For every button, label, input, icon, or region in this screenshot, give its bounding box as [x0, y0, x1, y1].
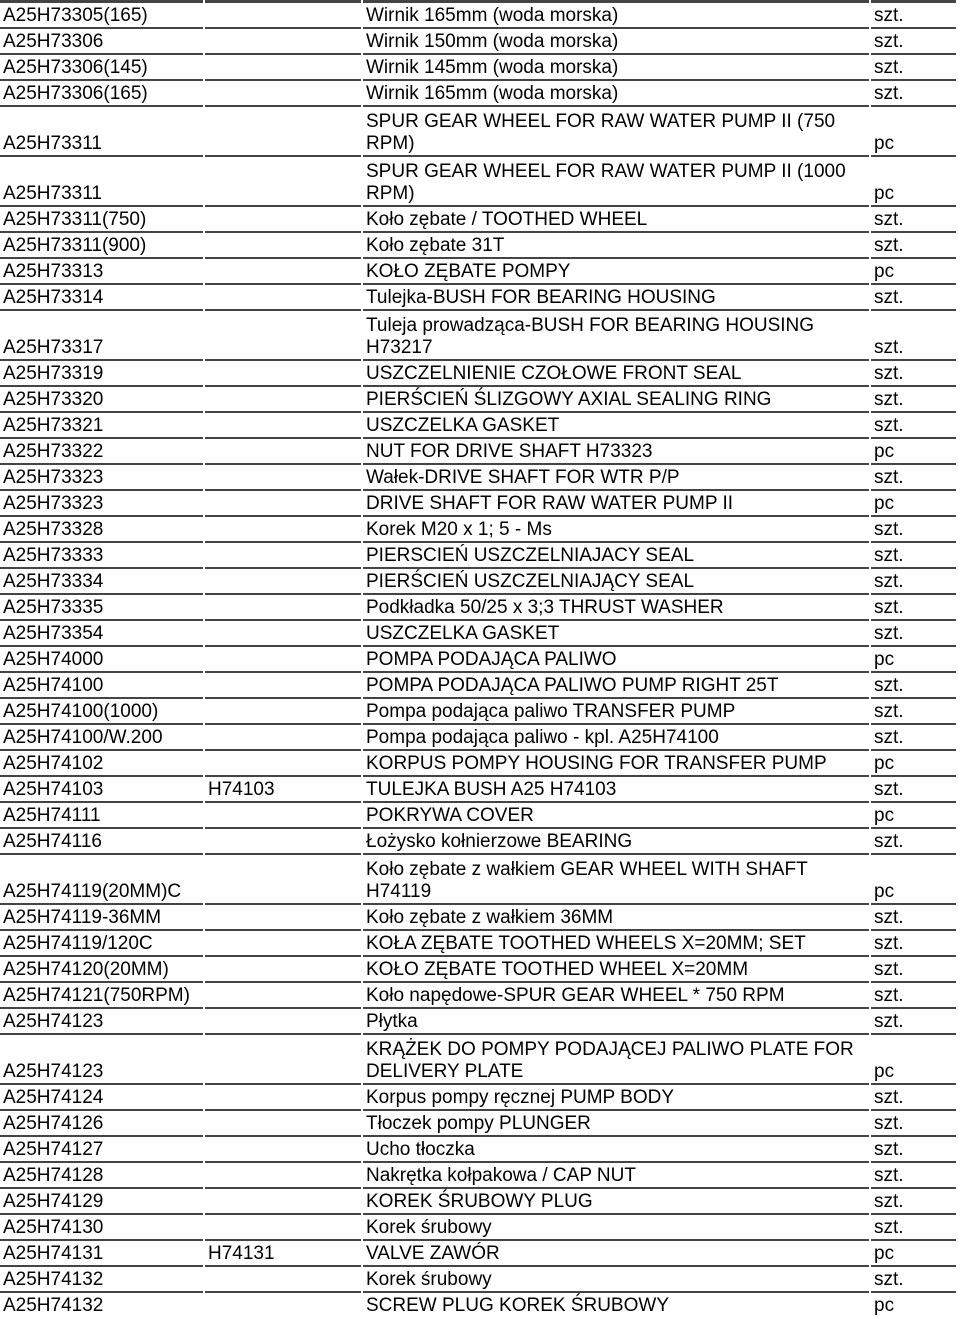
unit-cell: szt. — [871, 905, 956, 929]
table-row — [0, 1163, 956, 1187]
part-code-cell: A25H73314 — [0, 285, 203, 309]
part-code-cell: A25H74131 — [0, 1241, 203, 1265]
description-cell: Korek M20 x 1; 5 - Ms — [363, 517, 869, 541]
description-cell: Korpus pompy ręcznej PUMP BODY — [363, 1085, 869, 1109]
unit-cell: szt. — [871, 207, 956, 231]
table-row — [0, 1035, 956, 1083]
unit-cell: pc — [871, 439, 956, 463]
unit-cell: szt. — [871, 361, 956, 385]
reference-cell — [205, 233, 361, 257]
part-code-cell: A25H74123 — [0, 1035, 203, 1083]
part-code-cell: A25H73306(145) — [0, 55, 203, 79]
reference-cell — [205, 29, 361, 53]
part-code-cell: A25H74100/W.200 — [0, 725, 203, 749]
reference-cell — [205, 465, 361, 489]
unit-cell: szt. — [871, 81, 956, 105]
unit-cell: pc — [871, 107, 956, 155]
table-row — [0, 3, 956, 27]
reference-cell — [205, 259, 361, 283]
reference-cell — [205, 829, 361, 853]
description-cell: KOŁA ZĘBATE TOOTHED WHEELS X=20MM; SET — [363, 931, 869, 955]
table-row — [0, 725, 956, 749]
unit-cell: szt. — [871, 829, 956, 853]
reference-cell — [205, 107, 361, 155]
unit-cell: szt. — [871, 957, 956, 981]
reference-cell: H74131 — [205, 1241, 361, 1265]
table-row — [0, 673, 956, 697]
unit-cell: szt. — [871, 983, 956, 1007]
reference-cell — [205, 413, 361, 437]
description-cell: Koło zębate z wałkiem 36MM — [363, 905, 869, 929]
unit-cell: szt. — [871, 595, 956, 619]
part-code-cell: A25H74100 — [0, 673, 203, 697]
reference-cell — [205, 1137, 361, 1161]
description-cell: Korek śrubowy — [363, 1215, 869, 1239]
unit-cell: pc — [871, 751, 956, 775]
unit-cell: pc — [871, 803, 956, 827]
part-code-cell: A25H74100(1000) — [0, 699, 203, 723]
reference-cell — [205, 803, 361, 827]
table-row — [0, 517, 956, 541]
table-row — [0, 1267, 956, 1291]
parts-table — [0, 1, 958, 1319]
reference-cell — [205, 569, 361, 593]
unit-cell: szt. — [871, 621, 956, 645]
description-cell: Wirnik 165mm (woda morska) — [363, 3, 869, 27]
part-code-cell: A25H73313 — [0, 259, 203, 283]
reference-cell — [205, 1267, 361, 1291]
part-code-cell: A25H73320 — [0, 387, 203, 411]
part-code-cell: A25H73321 — [0, 413, 203, 437]
table-row — [0, 829, 956, 853]
unit-cell: szt. — [871, 777, 956, 801]
reference-cell — [205, 3, 361, 27]
reference-cell — [205, 439, 361, 463]
unit-cell: szt. — [871, 1215, 956, 1239]
part-code-cell: A25H74124 — [0, 1085, 203, 1109]
part-code-cell: A25H73306 — [0, 29, 203, 53]
description-cell: USZCZELNIENIE CZOŁOWE FRONT SEAL — [363, 361, 869, 385]
description-cell: Koło zębate / TOOTHED WHEEL — [363, 207, 869, 231]
table-row — [0, 311, 956, 359]
part-code-cell: A25H73319 — [0, 361, 203, 385]
table-row — [0, 361, 956, 385]
part-code-cell: A25H74116 — [0, 829, 203, 853]
unit-cell: szt. — [871, 29, 956, 53]
unit-cell: szt. — [871, 725, 956, 749]
description-cell: Wirnik 145mm (woda morska) — [363, 55, 869, 79]
description-cell: Tuleja prowadząca-BUSH FOR BEARING HOUSING H73217 — [363, 311, 869, 359]
table-row — [0, 543, 956, 567]
description-cell: KOŁO ZĘBATE POMPY — [363, 259, 869, 283]
part-code-cell: A25H73322 — [0, 439, 203, 463]
part-code-cell: A25H74103 — [0, 777, 203, 801]
table-row — [0, 1293, 956, 1317]
description-cell: SPUR GEAR WHEEL FOR RAW WATER PUMP II (1000 RPM) — [363, 157, 869, 205]
part-code-cell: A25H74127 — [0, 1137, 203, 1161]
unit-cell: szt. — [871, 1163, 956, 1187]
unit-cell: pc — [871, 157, 956, 205]
unit-cell: szt. — [871, 1267, 956, 1291]
description-cell: Pompa podająca paliwo - kpl. A25H74100 — [363, 725, 869, 749]
part-code-cell: A25H73311(750) — [0, 207, 203, 231]
reference-cell — [205, 207, 361, 231]
description-cell: Pompa podająca paliwo TRANSFER PUMP — [363, 699, 869, 723]
table-row — [0, 285, 956, 309]
unit-cell: szt. — [871, 387, 956, 411]
description-cell: PIERSCIEŃ USZCZELNIAJACY SEAL — [363, 543, 869, 567]
description-cell: PIERŚCIEŃ ŚLIZGOWY AXIAL SEALING RING — [363, 387, 869, 411]
part-code-cell: A25H74111 — [0, 803, 203, 827]
reference-cell — [205, 595, 361, 619]
part-code-cell: A25H74119/120C — [0, 931, 203, 955]
part-code-cell: A25H74128 — [0, 1163, 203, 1187]
part-code-cell: A25H73323 — [0, 465, 203, 489]
part-code-cell: A25H73333 — [0, 543, 203, 567]
reference-cell — [205, 983, 361, 1007]
reference-cell — [205, 81, 361, 105]
description-cell: NUT FOR DRIVE SHAFT H73323 — [363, 439, 869, 463]
reference-cell — [205, 1189, 361, 1213]
unit-cell: szt. — [871, 1137, 956, 1161]
table-row — [0, 157, 956, 205]
unit-cell: pc — [871, 1035, 956, 1083]
table-row — [0, 81, 956, 105]
table-row — [0, 1215, 956, 1239]
table-row — [0, 1009, 956, 1033]
reference-cell — [205, 621, 361, 645]
table-row — [0, 207, 956, 231]
part-code-cell: A25H73311 — [0, 157, 203, 205]
description-cell: Korek śrubowy — [363, 1267, 869, 1291]
part-code-cell: A25H74126 — [0, 1111, 203, 1135]
table-row — [0, 1241, 956, 1265]
unit-cell: szt. — [871, 1189, 956, 1213]
unit-cell: szt. — [871, 285, 956, 309]
table-row — [0, 1137, 956, 1161]
description-cell: KRĄŻEK DO POMPY PODAJĄCEJ PALIWO PLATE FOR DELIVERY PLATE — [363, 1035, 869, 1083]
part-code-cell: A25H73323 — [0, 491, 203, 515]
description-cell: SPUR GEAR WHEEL FOR RAW WATER PUMP II (750 RPM) — [363, 107, 869, 155]
description-cell: TULEJKA BUSH A25 H74103 — [363, 777, 869, 801]
description-cell: POMPA PODAJĄCA PALIWO — [363, 647, 869, 671]
unit-cell: pc — [871, 647, 956, 671]
part-code-cell: A25H74132 — [0, 1293, 203, 1317]
reference-cell — [205, 673, 361, 697]
unit-cell: szt. — [871, 543, 956, 567]
unit-cell: szt. — [871, 465, 956, 489]
reference-cell — [205, 905, 361, 929]
description-cell: USZCZELKA GASKET — [363, 413, 869, 437]
description-cell: POKRYWA COVER — [363, 803, 869, 827]
part-code-cell: A25H74119(20MM)C — [0, 855, 203, 903]
reference-cell — [205, 931, 361, 955]
table-row — [0, 699, 956, 723]
description-cell: DRIVE SHAFT FOR RAW WATER PUMP II — [363, 491, 869, 515]
table-row — [0, 1085, 956, 1109]
table-row — [0, 491, 956, 515]
unit-cell: pc — [871, 1293, 956, 1317]
part-code-cell: A25H74132 — [0, 1267, 203, 1291]
table-row — [0, 621, 956, 645]
description-cell: PIERŚCIEŃ USZCZELNIAJĄCY SEAL — [363, 569, 869, 593]
reference-cell — [205, 751, 361, 775]
part-code-cell: A25H73311(900) — [0, 233, 203, 257]
parts-table-body — [0, 3, 956, 1317]
unit-cell: szt. — [871, 517, 956, 541]
description-cell: KOŁO ZĘBATE TOOTHED WHEEL X=20MM — [363, 957, 869, 981]
reference-cell — [205, 725, 361, 749]
part-code-cell: A25H74121(750RPM) — [0, 983, 203, 1007]
unit-cell: pc — [871, 1241, 956, 1265]
description-cell: Płytka — [363, 1009, 869, 1033]
part-code-cell: A25H73305(165) — [0, 3, 203, 27]
reference-cell — [205, 55, 361, 79]
description-cell: Koło zębate 31T — [363, 233, 869, 257]
unit-cell: szt. — [871, 1085, 956, 1109]
part-code-cell: A25H74102 — [0, 751, 203, 775]
table-row — [0, 569, 956, 593]
part-code-cell: A25H73335 — [0, 595, 203, 619]
table-row — [0, 957, 956, 981]
unit-cell: pc — [871, 855, 956, 903]
table-row — [0, 751, 956, 775]
part-code-cell: A25H74000 — [0, 647, 203, 671]
part-code-cell: A25H73334 — [0, 569, 203, 593]
table-row — [0, 931, 956, 955]
reference-cell — [205, 647, 361, 671]
part-code-cell: A25H73328 — [0, 517, 203, 541]
unit-cell: szt. — [871, 931, 956, 955]
table-row — [0, 1111, 956, 1135]
reference-cell — [205, 157, 361, 205]
table-row — [0, 259, 956, 283]
description-cell: Łożysko kołnierzowe BEARING — [363, 829, 869, 853]
description-cell: POMPA PODAJĄCA PALIWO PUMP RIGHT 25T — [363, 673, 869, 697]
part-code-cell: A25H73311 — [0, 107, 203, 155]
description-cell: Wirnik 150mm (woda morska) — [363, 29, 869, 53]
reference-cell: H74103 — [205, 777, 361, 801]
table-row — [0, 855, 956, 903]
table-row — [0, 465, 956, 489]
description-cell: KORPUS POMPY HOUSING FOR TRANSFER PUMP — [363, 751, 869, 775]
table-row — [0, 233, 956, 257]
table-row — [0, 1189, 956, 1213]
table-row — [0, 413, 956, 437]
table-row — [0, 647, 956, 671]
description-cell: Wirnik 165mm (woda morska) — [363, 81, 869, 105]
description-cell: Tulejka-BUSH FOR BEARING HOUSING — [363, 285, 869, 309]
reference-cell — [205, 491, 361, 515]
reference-cell — [205, 1035, 361, 1083]
description-cell: Wałek-DRIVE SHAFT FOR WTR P/P — [363, 465, 869, 489]
table-row — [0, 983, 956, 1007]
table-row — [0, 777, 956, 801]
unit-cell: szt. — [871, 233, 956, 257]
description-cell: Koło zębate z wałkiem GEAR WHEEL WITH SHAFT H74119 — [363, 855, 869, 903]
unit-cell: szt. — [871, 3, 956, 27]
unit-cell: szt. — [871, 673, 956, 697]
description-cell: SCREW PLUG KOREK ŚRUBOWY — [363, 1293, 869, 1317]
part-code-cell: A25H74119-36MM — [0, 905, 203, 929]
reference-cell — [205, 387, 361, 411]
table-row — [0, 803, 956, 827]
part-code-cell: A25H74120(20MM) — [0, 957, 203, 981]
part-code-cell: A25H73354 — [0, 621, 203, 645]
part-code-cell: A25H74129 — [0, 1189, 203, 1213]
reference-cell — [205, 543, 361, 567]
unit-cell: pc — [871, 259, 956, 283]
unit-cell: szt. — [871, 1111, 956, 1135]
part-code-cell: A25H73317 — [0, 311, 203, 359]
description-cell: VALVE ZAWÓR — [363, 1241, 869, 1265]
part-code-cell: A25H74130 — [0, 1215, 203, 1239]
table-row — [0, 29, 956, 53]
table-row — [0, 107, 956, 155]
reference-cell — [205, 1215, 361, 1239]
description-cell: USZCZELKA GASKET — [363, 621, 869, 645]
description-cell: Podkładka 50/25 x 3;3 THRUST WASHER — [363, 595, 869, 619]
reference-cell — [205, 1163, 361, 1187]
part-code-cell: A25H74123 — [0, 1009, 203, 1033]
unit-cell: szt. — [871, 311, 956, 359]
reference-cell — [205, 957, 361, 981]
description-cell: Ucho tłoczka — [363, 1137, 869, 1161]
reference-cell — [205, 1009, 361, 1033]
unit-cell: pc — [871, 491, 956, 515]
reference-cell — [205, 285, 361, 309]
part-code-cell: A25H73306(165) — [0, 81, 203, 105]
unit-cell: szt. — [871, 1009, 956, 1033]
reference-cell — [205, 1085, 361, 1109]
description-cell: Tłoczek pompy PLUNGER — [363, 1111, 869, 1135]
reference-cell — [205, 311, 361, 359]
table-row — [0, 595, 956, 619]
reference-cell — [205, 699, 361, 723]
table-row — [0, 387, 956, 411]
table-row — [0, 905, 956, 929]
reference-cell — [205, 517, 361, 541]
table-row — [0, 55, 956, 79]
reference-cell — [205, 855, 361, 903]
unit-cell: szt. — [871, 55, 956, 79]
description-cell: Koło napędowe-SPUR GEAR WHEEL * 750 RPM — [363, 983, 869, 1007]
reference-cell — [205, 1293, 361, 1317]
unit-cell: szt. — [871, 569, 956, 593]
unit-cell: szt. — [871, 413, 956, 437]
table-row — [0, 439, 956, 463]
reference-cell — [205, 1111, 361, 1135]
description-cell: Nakrętka kołpakowa / CAP NUT — [363, 1163, 869, 1187]
unit-cell: szt. — [871, 699, 956, 723]
reference-cell — [205, 361, 361, 385]
description-cell: KOREK ŚRUBOWY PLUG — [363, 1189, 869, 1213]
